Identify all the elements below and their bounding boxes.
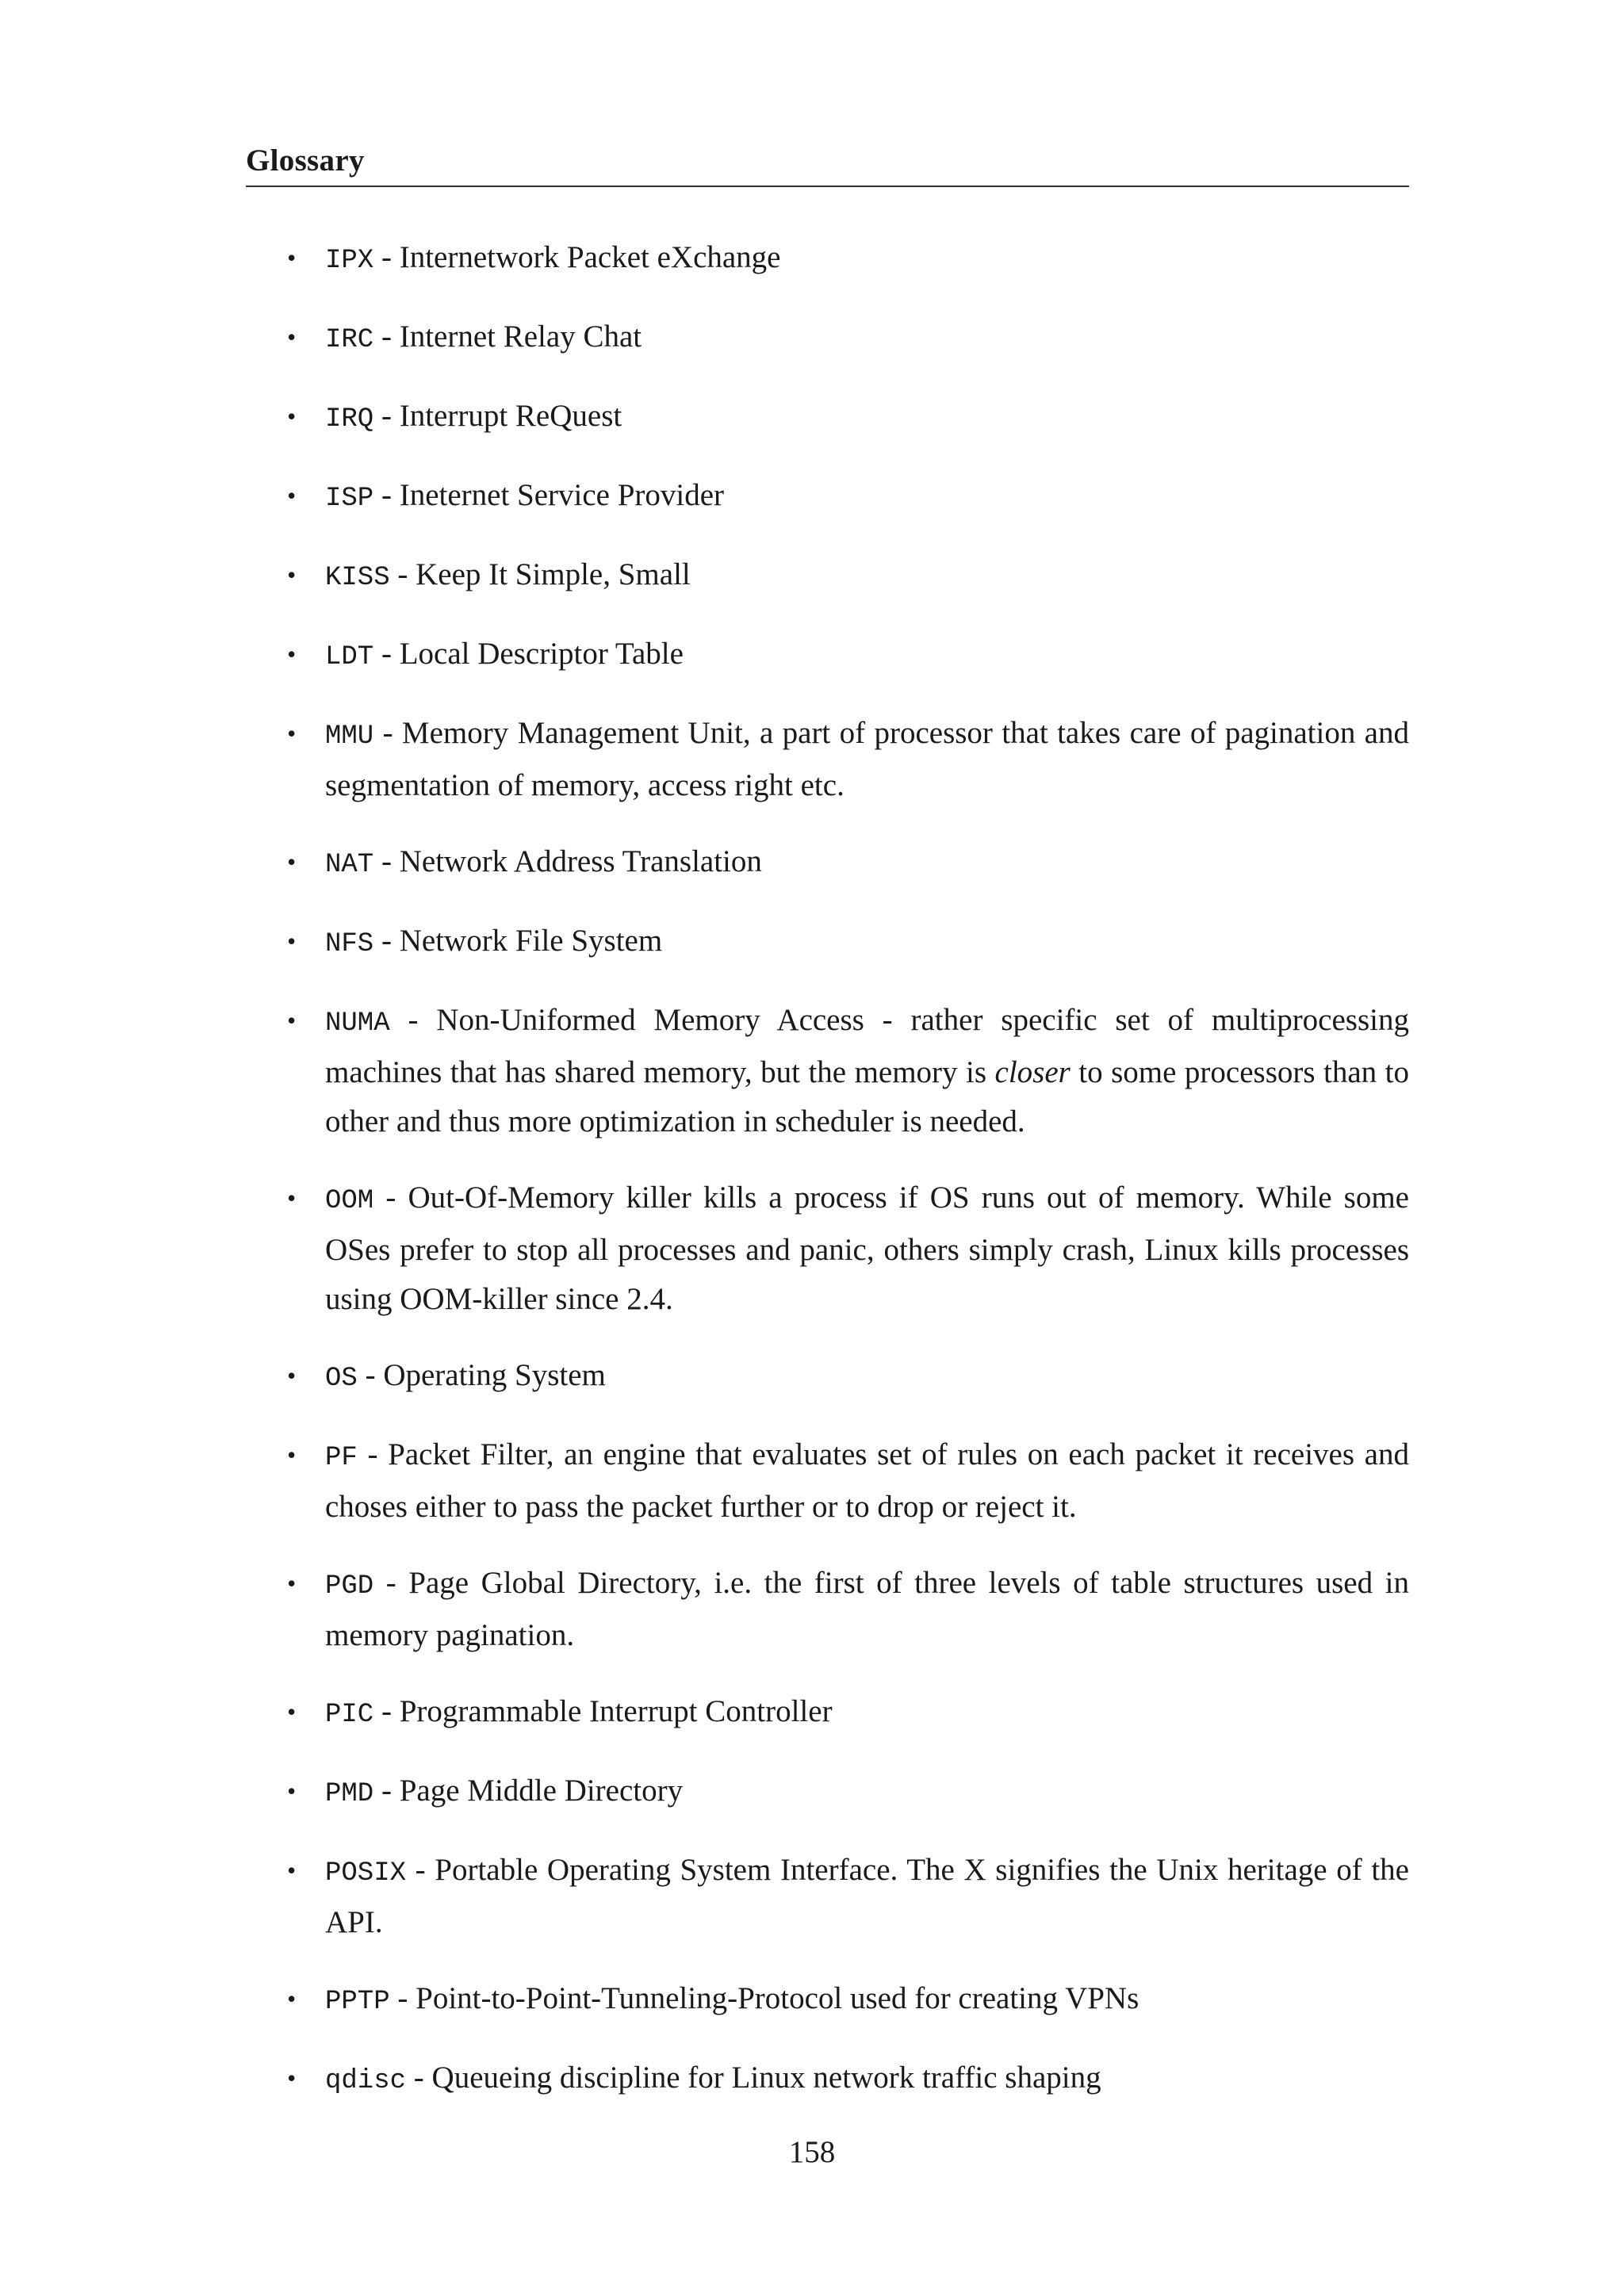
bullet-icon: •: [287, 1777, 297, 1805]
term-separator: -: [373, 1774, 400, 1808]
glossary-entry: [246, 2053, 1409, 2106]
glossary-term: PPTP: [325, 1987, 390, 2017]
bullet-icon: •: [287, 481, 297, 510]
glossary-entry: [246, 233, 1409, 285]
glossary-definition: Network File System: [399, 924, 663, 958]
glossary-term: OOM: [325, 1186, 374, 1216]
bullet-icon: •: [287, 848, 297, 876]
term-separator: -: [357, 1358, 384, 1392]
term-separator: -: [373, 1694, 400, 1728]
glossary-term: ISP: [325, 484, 374, 514]
term-separator: -: [373, 924, 400, 958]
glossary-definition: Non-Uniformed Memory Access - rather specific set of multiprocessing machines that has shared memory, but the memory is: [325, 1003, 1409, 1089]
glossary-entry: [246, 837, 1409, 890]
glossary-definition: Memory Management Unit, a part of processor that takes care of pagination and segmentation of memory, access right etc.: [325, 716, 1409, 802]
glossary-definition: Local Descriptor Table: [399, 637, 684, 671]
term-separator: -: [373, 320, 400, 354]
glossary-entry: [246, 916, 1409, 969]
glossary-term: IPX: [325, 246, 374, 276]
term-separator: -: [373, 1566, 409, 1600]
bullet-icon: •: [287, 1006, 297, 1035]
term-separator: -: [389, 1003, 437, 1037]
term-separator: -: [373, 844, 400, 878]
glossary-definition: Portable Operating System Interface. The X signifies the Unix heritage of the API.: [325, 1853, 1409, 1939]
term-separator: -: [373, 399, 400, 433]
glossary-entry: [246, 1559, 1409, 1660]
term-separator: -: [389, 557, 416, 591]
glossary-definition: Ineternet Service Provider: [399, 478, 725, 512]
glossary-definition: Queueing discipline for Linux network traffic shaping: [431, 2061, 1101, 2095]
glossary-entry: [246, 1687, 1409, 1739]
bullet-icon: •: [287, 1361, 297, 1390]
glossary-definition: Page Global Directory, i.e. the first of three levels of table structures used in memory pagination.: [325, 1566, 1409, 1652]
bullet-icon: •: [287, 323, 297, 351]
glossary-term: PGD: [325, 1571, 374, 1601]
glossary-entry: [246, 312, 1409, 365]
glossary-definition: Interrupt ReQuest: [399, 399, 622, 433]
glossary-term: OS: [325, 1364, 358, 1394]
glossary-term: PF: [325, 1443, 358, 1473]
glossary-definition: Internet Relay Chat: [399, 320, 642, 354]
term-separator: -: [406, 1853, 435, 1887]
bullet-icon: •: [287, 243, 297, 272]
term-separator: -: [357, 1437, 389, 1471]
glossary-entry: [246, 709, 1409, 810]
glossary-term: IRC: [325, 325, 374, 355]
glossary-entry: [246, 1430, 1409, 1532]
bullet-icon: •: [287, 402, 297, 430]
glossary-definition: Keep It Simple, Small: [416, 557, 691, 591]
glossary-list: [246, 233, 1409, 2133]
glossary-term: NAT: [325, 850, 374, 880]
term-separator: -: [406, 2061, 432, 2095]
glossary-definition: Internetwork Packet eXchange: [399, 240, 781, 274]
bullet-icon: •: [287, 1569, 297, 1598]
glossary-entry: [246, 1846, 1409, 1947]
emphasized-word: closer: [994, 1055, 1071, 1089]
term-separator: -: [373, 240, 400, 274]
glossary-definition: Out-Of-Memory killer kills a process if OS runs out of memory. While some OSes prefer to stop all processes and panic, others simply crash, Linux kills processes using OOM-killer since 2.4.: [325, 1181, 1409, 1316]
bullet-icon: •: [287, 719, 297, 748]
glossary-definition-continued: to some processors than to other and thus more optimization in scheduler is needed.: [325, 1055, 1409, 1138]
glossary-definition: Operating System: [383, 1358, 606, 1392]
bullet-icon: •: [287, 640, 297, 668]
glossary-term: NFS: [325, 929, 374, 959]
glossary-term: PMD: [325, 1779, 374, 1809]
term-separator: -: [373, 1181, 408, 1215]
glossary-term: NUMA: [325, 1008, 390, 1039]
glossary-entry: [246, 1766, 1409, 1819]
term-separator: -: [389, 1981, 416, 2015]
bullet-icon: •: [287, 927, 297, 955]
page-header: [246, 141, 1409, 187]
glossary-term: LDT: [325, 642, 374, 672]
bullet-icon: •: [287, 1441, 297, 1469]
term-separator: -: [373, 637, 400, 671]
glossary-entry: [246, 1351, 1409, 1403]
glossary-definition: Page Middle Directory: [399, 1774, 684, 1808]
glossary-definition: Programmable Interrupt Controller: [399, 1694, 833, 1728]
glossary-definition: Packet Filter, an engine that evaluates set of rules on each packet it receives and choses either to pass the packet further or to drop or reject it.: [325, 1437, 1409, 1524]
bullet-icon: •: [287, 1697, 297, 1726]
glossary-entry: [246, 392, 1409, 444]
glossary-entry: [246, 1974, 1409, 2026]
glossary-entry: [246, 996, 1409, 1146]
bullet-icon: •: [287, 2064, 297, 2092]
bullet-icon: •: [287, 1984, 297, 2013]
bullet-icon: •: [287, 561, 297, 589]
glossary-definition: Network Address Translation: [399, 844, 762, 878]
glossary-term: PIC: [325, 1700, 374, 1730]
glossary-entry: [246, 550, 1409, 603]
glossary-term: MMU: [325, 721, 374, 752]
glossary-entry: [246, 629, 1409, 682]
bullet-icon: •: [287, 1856, 297, 1885]
page-number: 158: [788, 2135, 836, 2169]
term-separator: -: [373, 716, 402, 750]
bullet-icon: •: [287, 1184, 297, 1212]
glossary-entry: [246, 471, 1409, 523]
glossary-term: POSIX: [325, 1858, 407, 1888]
glossary-term: qdisc: [325, 2066, 407, 2096]
glossary-term: KISS: [325, 563, 390, 593]
glossary-definition: Point-to-Point-Tunneling-Protocol used for creating VPNs: [416, 1981, 1139, 2015]
term-separator: -: [373, 478, 400, 512]
glossary-entry: [246, 1173, 1409, 1324]
glossary-term: IRQ: [325, 404, 374, 434]
running-head-title: Glossary: [246, 144, 365, 178]
